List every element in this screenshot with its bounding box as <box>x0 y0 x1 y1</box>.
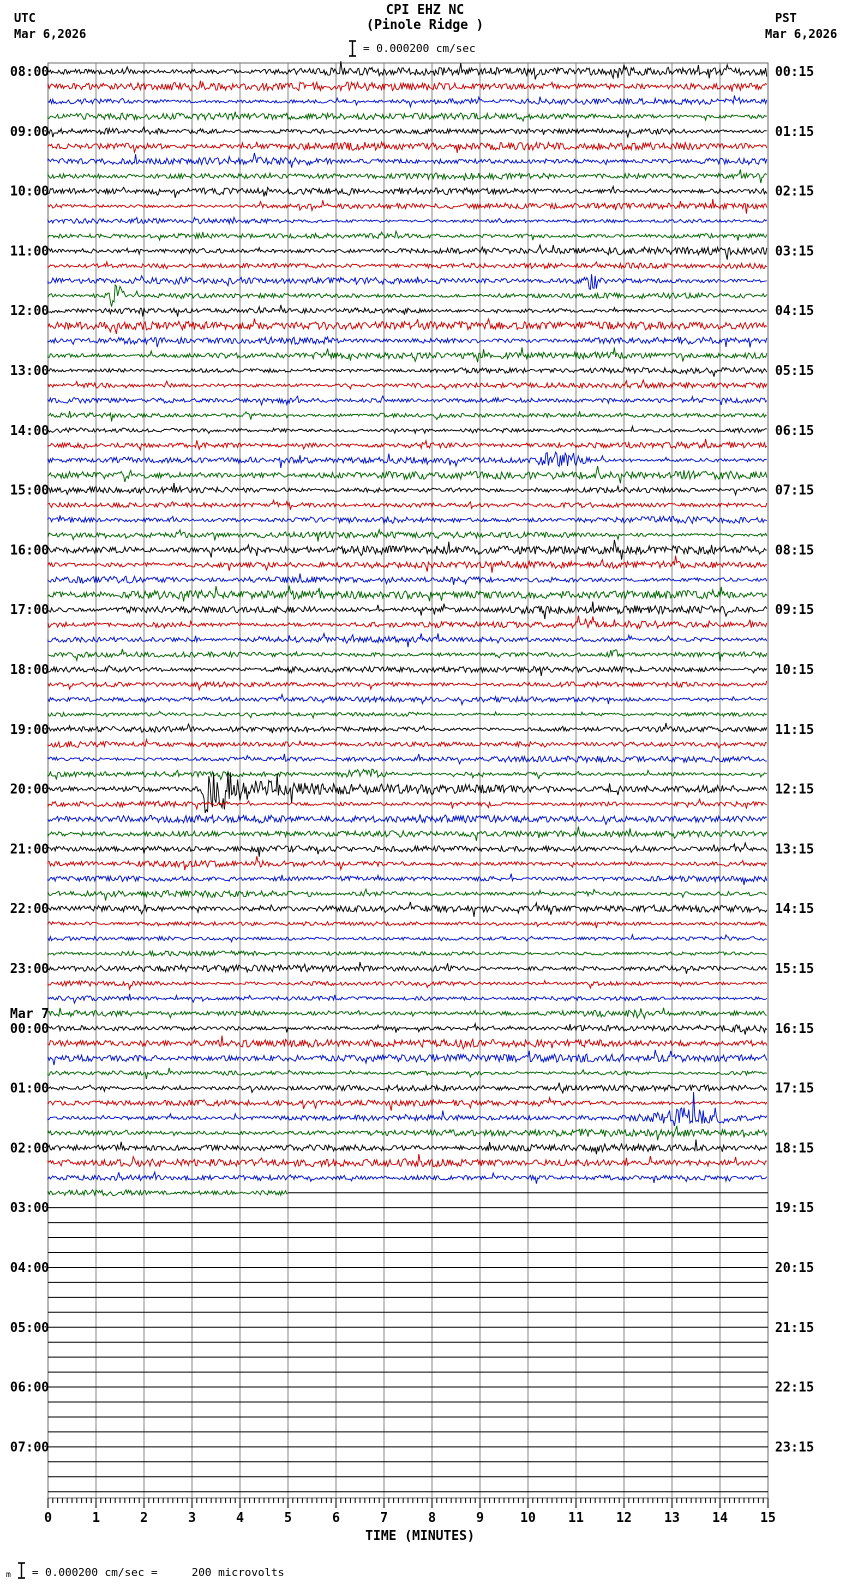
seismo-trace <box>48 1036 767 1049</box>
utc-hour-label: 13:00 <box>10 363 50 379</box>
pst-hour-label: 16:15 <box>775 1021 815 1037</box>
seismo-trace <box>48 695 767 705</box>
utc-hour-label: 01:00 <box>10 1081 50 1097</box>
seismo-trace <box>48 723 767 733</box>
seismo-trace <box>48 142 767 153</box>
seismo-trace <box>48 827 767 841</box>
seismo-trace <box>48 396 767 405</box>
seismo-trace <box>48 935 767 942</box>
seismo-trace <box>48 186 767 197</box>
seismo-trace <box>48 483 767 495</box>
station-title: CPI EHZ NC <box>385 3 465 18</box>
seismo-trace <box>48 262 767 269</box>
seismo-trace <box>48 368 767 377</box>
footnote-equation: = 0.000200 cm/sec = <box>31 1566 158 1579</box>
pst-date-label: Mar 6,2026 <box>765 27 838 41</box>
utc-hour-label: 22:00 <box>10 902 50 918</box>
x-axis-tick-label: 12 <box>616 1511 632 1526</box>
x-axis-tick-label: 14 <box>712 1511 728 1526</box>
utc-hour-label: 08:00 <box>10 65 50 80</box>
x-axis-tick-label: 5 <box>284 1511 292 1526</box>
seismo-trace <box>48 666 767 676</box>
seismo-trace <box>48 951 767 956</box>
utc-hour-label: 02:00 <box>10 1141 50 1157</box>
utc-hour-label: 07:00 <box>10 1440 50 1456</box>
seismo-trace <box>48 1024 767 1035</box>
seismo-trace <box>48 199 767 214</box>
seismo-trace <box>48 127 767 138</box>
pst-hour-label: 23:15 <box>775 1440 815 1456</box>
seismo-trace <box>48 337 767 347</box>
utc-hour-label: 19:00 <box>10 722 50 738</box>
seismo-trace <box>48 843 767 857</box>
seismo-trace <box>48 586 767 602</box>
utc-hour-label: 05:00 <box>10 1320 50 1336</box>
pst-hour-label: 21:15 <box>775 1320 815 1336</box>
x-axis-tick-label: 9 <box>476 1511 484 1526</box>
pst-hour-label: 14:15 <box>775 902 815 918</box>
x-axis-tick-label: 8 <box>428 1511 436 1526</box>
x-axis-tick-label: 15 <box>760 1511 776 1526</box>
seismo-trace <box>48 305 767 317</box>
seismo-trace <box>48 856 767 870</box>
seismo-trace <box>48 452 767 468</box>
seismo-trace <box>48 922 767 929</box>
seismo-trace <box>48 96 767 107</box>
seismo-trace <box>48 874 767 885</box>
utc-hour-label: 16:00 <box>10 543 50 559</box>
utc-hour-label: 12:00 <box>10 304 50 320</box>
seismo-trace <box>48 515 767 523</box>
utc-hour-label: 10:00 <box>10 184 50 200</box>
pst-hour-label: 06:15 <box>775 423 815 439</box>
x-axis-tick-label: 6 <box>332 1511 340 1526</box>
seismo-trace <box>48 633 767 647</box>
utc-hour-label: 06:00 <box>10 1380 50 1396</box>
pst-hour-label: 22:15 <box>775 1380 815 1396</box>
utc-hour-label: 04:00 <box>10 1260 50 1276</box>
seismo-trace <box>48 112 767 121</box>
seismo-trace <box>48 740 767 748</box>
pst-hour-label: 02:15 <box>775 184 815 200</box>
seismo-trace <box>48 1098 767 1111</box>
x-axis-tick-label: 4 <box>236 1511 244 1526</box>
x-axis-tick-label: 10 <box>520 1511 536 1526</box>
seismo-trace <box>48 994 767 1003</box>
pst-hour-label: 20:15 <box>775 1260 815 1276</box>
x-axis-title: TIME (MINUTES) <box>365 1529 475 1544</box>
seismo-trace <box>48 1050 767 1065</box>
pst-hour-label: 15:15 <box>775 961 815 977</box>
pst-hour-label: 07:15 <box>775 483 815 499</box>
seismo-trace <box>48 1154 767 1167</box>
pst-hour-label: 11:15 <box>775 722 815 738</box>
footer-scale-note <box>6 1562 284 1579</box>
seismo-trace <box>48 380 767 389</box>
x-axis-tick-label: 3 <box>188 1511 196 1526</box>
utc-hour-label: 14:00 <box>10 423 50 439</box>
seismo-trace <box>48 573 767 584</box>
seismo-trace <box>48 556 767 573</box>
seismo-trace <box>48 1092 767 1126</box>
seismo-trace <box>48 769 767 779</box>
utc-hour-label: 00:00 <box>10 1021 50 1037</box>
seismo-trace <box>48 616 767 629</box>
seismo-trace <box>48 602 767 620</box>
utc-hour-label: 20:00 <box>10 782 50 798</box>
station-subtitle: (Pinole Ridge ) <box>366 18 484 33</box>
seismo-trace <box>48 285 767 307</box>
footnote-prefix: m <box>6 1570 11 1579</box>
seismo-trace <box>48 347 767 362</box>
seismo-trace <box>48 500 767 509</box>
x-axis-tick-label: 13 <box>664 1511 680 1526</box>
seismo-trace <box>48 962 767 974</box>
seismo-trace <box>48 772 767 813</box>
seismo-trace <box>48 1140 767 1155</box>
utc-hour-label: 21:00 <box>10 842 50 858</box>
utc-hour-label: 11:00 <box>10 244 50 260</box>
utc-date-label: Mar 6,2026 <box>14 27 87 41</box>
seismo-trace <box>48 1068 767 1079</box>
pst-hour-label: 09:15 <box>775 603 815 619</box>
utc-hour-label: 09:00 <box>10 124 50 140</box>
seismo-trace <box>48 1008 767 1019</box>
seismo-trace <box>48 799 767 809</box>
scale-text: = 0.000200 cm/sec <box>363 41 476 55</box>
seismo-trace <box>48 411 767 421</box>
seismo-trace <box>48 681 767 690</box>
utc-hour-label: 15:00 <box>10 483 50 499</box>
seismo-trace <box>48 1172 767 1184</box>
seismo-trace <box>48 245 767 260</box>
pst-hour-label: 12:15 <box>775 782 815 798</box>
x-axis-tick-label: 1 <box>92 1511 100 1526</box>
seismo-trace <box>48 426 767 433</box>
seismo-trace <box>48 711 767 718</box>
seismo-trace <box>48 466 767 483</box>
pst-hour-label: 05:15 <box>775 363 815 379</box>
utc-hour-label: 23:00 <box>10 961 50 977</box>
utc-hour-label: 18:00 <box>10 662 50 678</box>
seismo-trace <box>48 889 767 900</box>
seismo-trace <box>48 540 767 560</box>
seismo-trace <box>48 981 767 990</box>
seismo-trace <box>48 153 767 168</box>
seismo-trace <box>48 217 767 223</box>
pst-hour-label: 08:15 <box>775 543 815 559</box>
scale-bar-icon <box>17 1562 26 1579</box>
pst-hour-label: 00:15 <box>775 65 815 80</box>
seismo-trace <box>48 439 767 450</box>
seismo-trace <box>48 754 767 764</box>
footnote-microvolts: 200 microvolts <box>191 1566 285 1579</box>
pst-hour-label: 17:15 <box>775 1081 815 1097</box>
pst-hour-label: 19:15 <box>775 1201 815 1217</box>
x-axis-tick-label: 2 <box>140 1511 148 1526</box>
utc-hour-label: 17:00 <box>10 603 50 619</box>
seismo-trace <box>48 1126 767 1140</box>
pst-hour-label: 13:15 <box>775 842 815 858</box>
date-rollover-label: Mar 7 <box>10 1006 50 1022</box>
seismo-trace <box>48 231 767 240</box>
pst-timezone-label: PST <box>775 11 797 25</box>
pst-hour-label: 10:15 <box>775 662 815 678</box>
pst-hour-label: 03:15 <box>775 244 815 260</box>
utc-timezone-label: UTC <box>14 11 36 25</box>
seismo-trace <box>48 530 767 542</box>
seismo-trace <box>48 319 767 334</box>
seismo-trace <box>48 170 767 184</box>
seismo-trace <box>48 81 767 92</box>
seismo-trace <box>48 61 767 79</box>
utc-hour-label: 03:00 <box>10 1201 50 1217</box>
pst-hour-label: 01:15 <box>775 124 815 140</box>
seismo-trace <box>48 902 767 917</box>
x-axis-tick-label: 7 <box>380 1511 388 1526</box>
seismo-trace <box>48 814 767 824</box>
seismo-trace <box>48 649 767 662</box>
seismo-trace <box>48 274 767 289</box>
pst-hour-label: 04:15 <box>775 304 815 320</box>
seismo-trace <box>48 1083 767 1093</box>
pst-hour-label: 18:15 <box>775 1141 815 1157</box>
x-axis-tick-label: 11 <box>568 1511 584 1526</box>
x-axis-tick-label: 0 <box>44 1511 52 1526</box>
seismo-trace <box>48 1190 288 1196</box>
